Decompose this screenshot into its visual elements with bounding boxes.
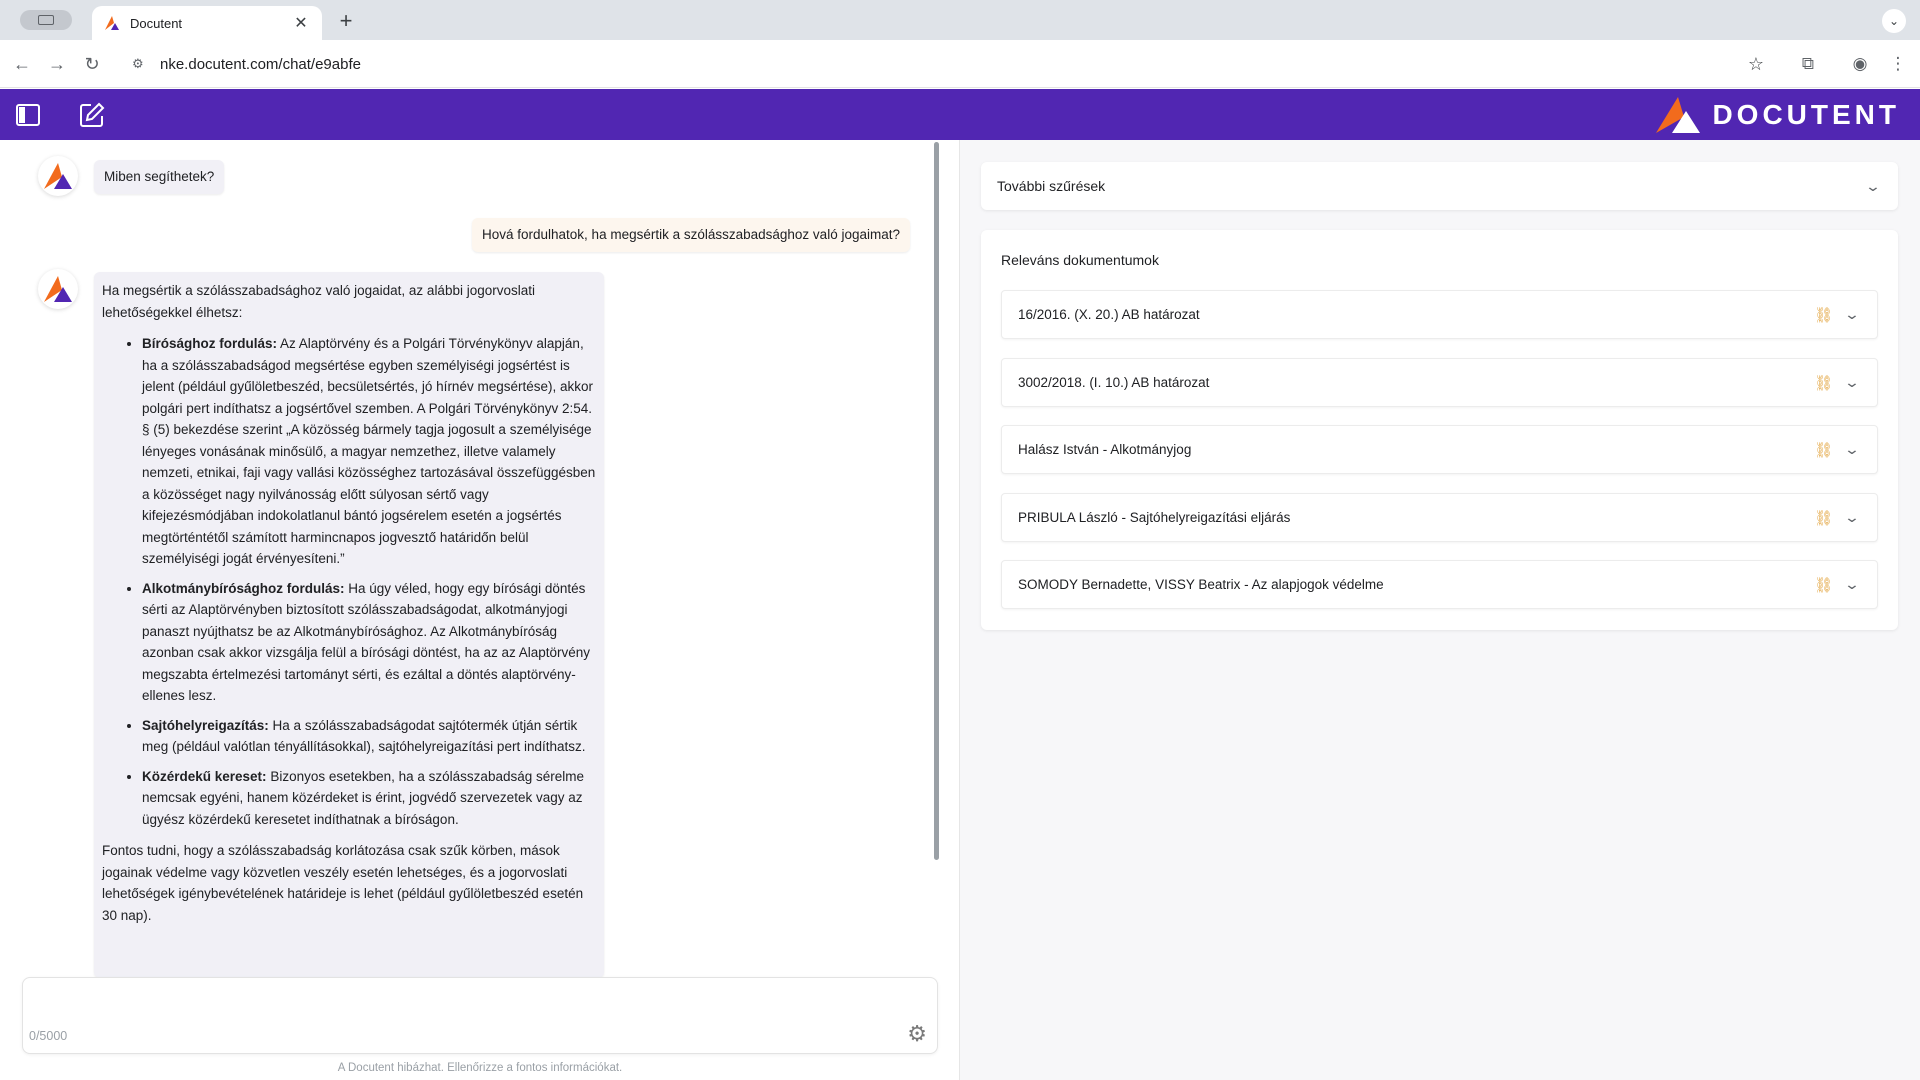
- document-title: 3002/2018. (I. 10.) AB határozat: [1018, 375, 1210, 390]
- document-title: Halász István - Alkotmányjog: [1018, 442, 1192, 457]
- address-bar[interactable]: [124, 48, 1772, 80]
- chevron-down-icon[interactable]: ⌄: [1864, 177, 1882, 194]
- list-item: [142, 578, 596, 707]
- item-title: Közérdekű kereset:: [142, 768, 267, 784]
- document-title: PRIBULA László - Sajtóhelyreigazítási eljárás: [1018, 510, 1291, 525]
- site-settings-icon[interactable]: ⚙: [132, 56, 144, 71]
- chevron-down-icon[interactable]: ⌄: [1843, 509, 1861, 525]
- link-icon[interactable]: ⛓: [1813, 576, 1833, 594]
- item-text: Ha a szólásszabadságodat sajtótermék útján sértik meg (például valótlan tényállításokkal), sajtóhelyreigazítási pert indíthatsz.: [142, 717, 586, 754]
- answer-intro: Ha megsértik a szólásszabadsághoz való jogaidat, az alábbi jogorvoslati lehetőségekkel élhetsz:: [102, 283, 535, 320]
- docutent-logo-icon: [1654, 95, 1702, 135]
- chevron-down-icon[interactable]: ⌄: [1843, 441, 1861, 457]
- extensions-icon[interactable]: ⧉: [1801, 54, 1815, 73]
- docutent-avatar-icon: [43, 275, 73, 303]
- filters-title: További szűrések: [997, 178, 1106, 194]
- document-item[interactable]: [1001, 425, 1878, 474]
- document-item[interactable]: [1001, 560, 1878, 609]
- document-item[interactable]: [1001, 290, 1878, 339]
- link-icon[interactable]: ⛓: [1813, 374, 1833, 392]
- close-tab-icon[interactable]: ✕: [294, 15, 308, 32]
- chevron-down-icon[interactable]: ⌄: [1843, 306, 1861, 322]
- brand-name: DOCUTENT: [1712, 99, 1900, 130]
- answer-outro: Fontos tudni, hogy a szólásszabadság korlátozása csak szűk körben, mások jogainak védelme vagy közvetlen veszély esetén lehetséges, és a jogorvoslati lehetőségek igénybevételének határideje is lehet (például gyűlöletbeszéd esetén 30 nap).: [102, 843, 584, 923]
- chevron-down-icon[interactable]: ⌄: [1843, 374, 1861, 390]
- reload-icon[interactable]: ↻: [84, 54, 100, 74]
- profile-icon[interactable]: ◉: [1852, 54, 1868, 73]
- more-filters-toggle[interactable]: [981, 162, 1898, 210]
- tab-search-button[interactable]: [20, 10, 72, 30]
- app-header: [0, 89, 1920, 140]
- chevron-down-icon[interactable]: ⌄: [1843, 576, 1861, 592]
- browser-tab-bar: [0, 0, 1920, 40]
- assistant-avatar: [38, 156, 78, 196]
- browser-menu-icon[interactable]: ⋮: [1889, 54, 1907, 73]
- tab-list-chevron-icon[interactable]: ⌄: [1882, 9, 1906, 33]
- settings-gear-icon[interactable]: ⚙: [907, 1021, 927, 1046]
- docs-title: Releváns dokumentumok: [1001, 252, 1159, 268]
- docutent-avatar-icon: [43, 162, 73, 190]
- assistant-greeting: Miben segíthetek?: [94, 160, 224, 194]
- list-item: [142, 333, 596, 570]
- item-title: Alkotmánybírósághoz fordulás:: [142, 580, 345, 596]
- bookmark-star-icon[interactable]: ☆: [1747, 53, 1764, 74]
- browser-tab[interactable]: [92, 6, 322, 40]
- forward-arrow-icon[interactable]: →: [48, 54, 66, 74]
- char-counter: 0/5000: [29, 1029, 68, 1043]
- assistant-avatar: [38, 269, 78, 309]
- tab-title: Docutent: [130, 15, 183, 31]
- assistant-answer: [94, 272, 604, 978]
- item-title: Bírósághoz fordulás:: [142, 336, 278, 351]
- link-icon[interactable]: ⛓: [1813, 441, 1833, 459]
- back-arrow-icon[interactable]: ←: [13, 54, 31, 74]
- chat-scrollbar[interactable]: [934, 142, 939, 860]
- link-icon[interactable]: ⛓: [1813, 509, 1833, 527]
- tab-overview-icon: [38, 15, 54, 25]
- new-chat-edit-icon[interactable]: [79, 102, 105, 128]
- document-item[interactable]: [1001, 493, 1878, 542]
- document-title: 16/2016. (X. 20.) AB határozat: [1018, 307, 1200, 322]
- new-tab-button[interactable]: +: [339, 8, 353, 33]
- item-text: Az Alaptörvény és a Polgári Törvénykönyv alapján, ha a szólásszabadságod megsértése egyben személyiségi jogsértést is jelent (például gyűlöletbeszéd, becsületsértés, jó hírnév megsértése), akkor polgári pert indíthatsz a jogsértővel szemben. A Polgári Törvénykönyv 2:54. § (5) bekezdése szerint „A közösség bármely tagja jogosult a személyisége lényeges vonásának minősülő, a magyar nemzethez, illetve valamely nemzeti, etnikai, faji vagy vallási közösséghez tartozásával összefüggésben a közösséget nagy nyilvánosság előtt súlyosan sértő vagy kifejezésmódjában indokolatlanul bántó jogsérelem esetén a jogsértés megtörténtétől számított harmincnapos jogvesztő határidőn belül személyiségi jogát érvényesíteni.”: [142, 336, 596, 566]
- docutent-logo: [1654, 95, 1900, 135]
- item-text: Ha úgy véled, hogy egy bírósági döntés sérti az Alaptörvényben biztosított szólásszabadságodat, alkotmányjogi panaszt nyújthatsz be az Alkotmánybírósághoz. Az Alkotmánybíróság azonban csak akkor vizsgálja felül a bírósági döntést, ha az az Alaptörvény megszabta értelmezési tartományt sérti, és ezáltal a döntés alaptörvény-ellenes lesz.: [142, 580, 591, 703]
- docutent-favicon-icon: [104, 15, 120, 31]
- document-item[interactable]: [1001, 358, 1878, 407]
- document-title: SOMODY Bernadette, VISSY Beatrix - Az alapjogok védelme: [1018, 577, 1384, 592]
- answer-list: [102, 333, 596, 830]
- list-item: [142, 766, 596, 831]
- url-text[interactable]: nke.docutent.com/chat/e9abfe: [160, 55, 361, 73]
- browser-toolbar: [0, 40, 1920, 88]
- toggle-sidebar-icon[interactable]: [15, 102, 41, 128]
- user-message: Hová fordulhatok, ha megsértik a szólásszabadsághoz való jogaimat?: [472, 218, 910, 252]
- disclaimer: A Docutent hibázhat. Ellenőrizze a fontos információkat.: [337, 1062, 623, 1074]
- item-text: Bizonyos esetekben, ha a szólásszabadság sérelme nemcsak egyéni, hanem közérdeket is érint, jogvédő szervezetek vagy az ügyész közérdekű keresetet indíthatnak a bíróságon.: [142, 768, 584, 827]
- item-title: Sajtóhelyreigazítás:: [142, 717, 269, 733]
- relevant-documents-card: [981, 230, 1898, 630]
- message-input[interactable]: [22, 977, 938, 1054]
- link-icon[interactable]: ⛓: [1813, 306, 1833, 324]
- list-item: [142, 715, 596, 758]
